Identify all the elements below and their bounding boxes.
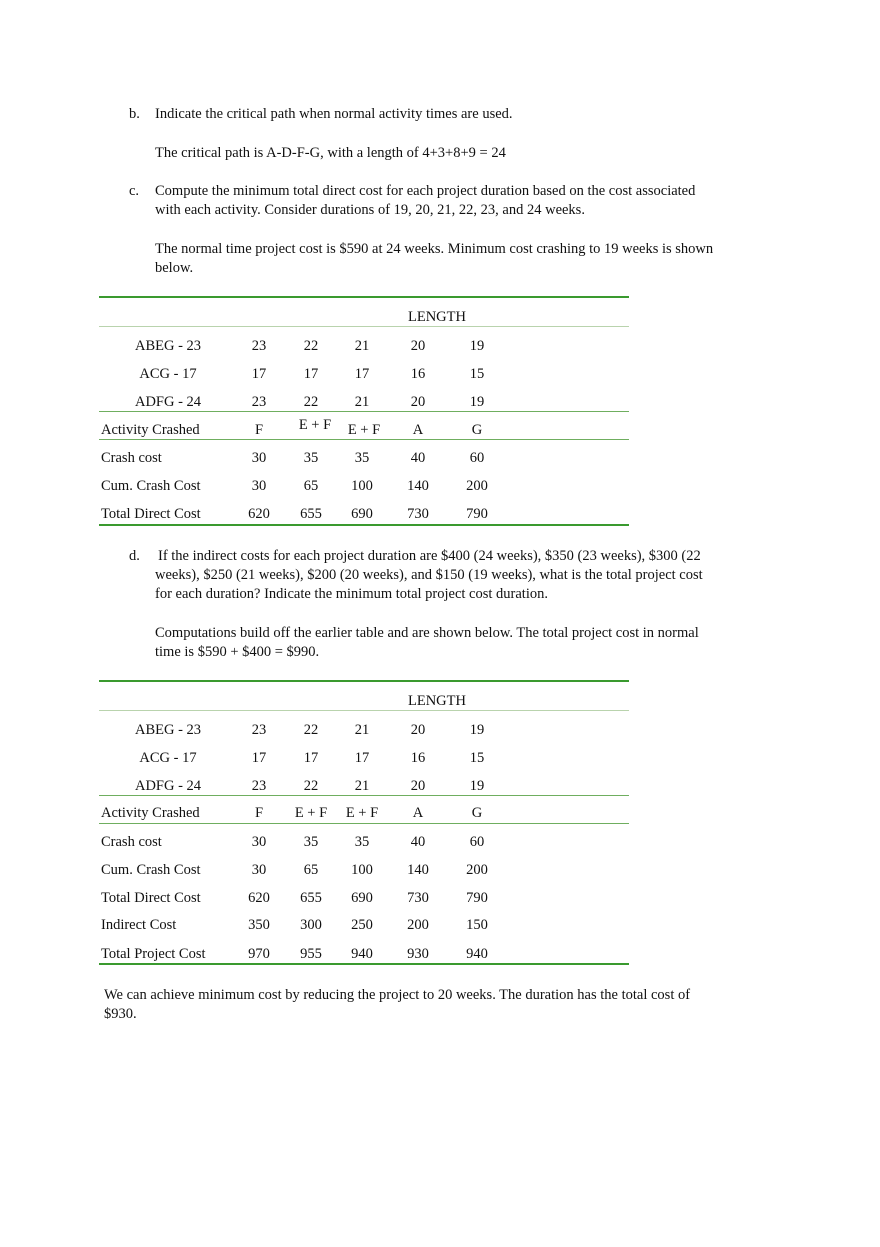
activity-rule-top [99, 795, 629, 796]
table-cell: 730 [407, 506, 429, 522]
conclusion-line2: $930. [104, 1006, 137, 1022]
table-cell: A [412, 422, 424, 438]
table-cell: 955 [300, 946, 322, 962]
part-d-marker: d. [129, 548, 140, 564]
length-header: LENGTH [408, 309, 466, 325]
table-cell: 690 [351, 890, 373, 906]
table-bottom-rule [99, 524, 629, 526]
table-cell: 19 [469, 722, 485, 738]
table-cell: 35 [303, 450, 319, 466]
part-b-marker: b. [129, 106, 140, 122]
table-cell: 22 [303, 778, 319, 794]
path-label-adfg: ADFG - 24 [134, 394, 202, 410]
path-label-abeg: ABEG - 23 [134, 338, 202, 354]
table-cell: F [254, 422, 264, 438]
table-cell: 17 [251, 750, 267, 766]
table-cell: 655 [300, 506, 322, 522]
part-c-marker: c. [129, 183, 140, 199]
table-top-rule [99, 296, 629, 298]
table-cell: 30 [251, 450, 267, 466]
part-d-question-line1: If the indirect costs for each project duration are $400 (24 weeks), $350 (23 weeks), $300 (22 [158, 548, 701, 564]
cum-crash-cost-label: Cum. Crash Cost [101, 478, 201, 494]
table-cell: 23 [251, 338, 267, 354]
table-cell: 23 [251, 394, 267, 410]
length-header: LENGTH [408, 693, 466, 709]
table-cell: 23 [251, 722, 267, 738]
table-cell: 620 [248, 890, 270, 906]
table-cell: 40 [410, 450, 426, 466]
table-cell: 16 [410, 366, 426, 382]
path-label-adfg: ADFG - 24 [134, 778, 202, 794]
table-cell: 150 [466, 917, 488, 933]
table-cell: 200 [466, 478, 488, 494]
table-cell: 940 [466, 946, 488, 962]
table-cell: 21 [354, 722, 370, 738]
table-cell: 620 [248, 506, 270, 522]
part-c-question-line2: with each activity. Consider durations of 19, 20, 21, 22, 23, and 24 weeks. [155, 202, 585, 218]
table-cell: 35 [303, 834, 319, 850]
part-b-answer: The critical path is A-D-F-G, with a length of 4+3+8+9 = 24 [155, 145, 506, 161]
table-cell: E + F [345, 805, 379, 821]
table-top-rule [99, 680, 629, 682]
table-cell: 15 [469, 366, 485, 382]
table-cell: 60 [469, 834, 485, 850]
table-cell: A [412, 805, 424, 821]
table-cell: 300 [300, 917, 322, 933]
table-cell: G [471, 805, 483, 821]
table-cell: 35 [354, 834, 370, 850]
table-cell: 730 [407, 890, 429, 906]
activity-rule-bottom [99, 439, 629, 440]
cum-crash-cost-label: Cum. Crash Cost [101, 862, 201, 878]
table-cell: 20 [410, 394, 426, 410]
table-cell: 790 [466, 506, 488, 522]
table-cell: 100 [351, 478, 373, 494]
table-cell: 17 [354, 366, 370, 382]
part-d-question-line3: for each duration? Indicate the minimum total project cost duration. [155, 586, 548, 602]
table-cell: 930 [407, 946, 429, 962]
path-label-acg: ACG - 17 [139, 750, 197, 766]
table-cell: 17 [251, 366, 267, 382]
table-cell: 22 [303, 394, 319, 410]
table-bottom-rule [99, 963, 629, 965]
table-cell: E + F [347, 422, 381, 438]
part-c-answer-line1: The normal time project cost is $590 at 24 weeks. Minimum cost crashing to 19 weeks is shown [155, 241, 714, 257]
table-cell: 40 [410, 834, 426, 850]
table-cell: 20 [410, 338, 426, 354]
table-cell: 140 [407, 862, 429, 878]
table-cell: 100 [351, 862, 373, 878]
table-cell: 35 [354, 450, 370, 466]
table-cell: 60 [469, 450, 485, 466]
table-cell: 65 [303, 478, 319, 494]
table-cell: 940 [351, 946, 373, 962]
table-cell: 17 [303, 750, 319, 766]
table-cell: 30 [251, 862, 267, 878]
table-cell: E + F [298, 417, 332, 433]
table-cell: 970 [248, 946, 270, 962]
crash-cost-table [99, 296, 629, 528]
table-cell: 350 [248, 917, 270, 933]
table-cell: 20 [410, 778, 426, 794]
table-cell: 21 [354, 338, 370, 354]
table-cell: 790 [466, 890, 488, 906]
table-cell: 16 [410, 750, 426, 766]
table-cell: 690 [351, 506, 373, 522]
conclusion-line1: We can achieve minimum cost by reducing the project to 20 weeks. The duration has the total cost of [104, 987, 691, 1003]
part-d-answer-line2: time is $590 + $400 = $990. [155, 644, 320, 660]
part-d-question-line2: weeks), $250 (21 weeks), $200 (20 weeks), and $150 (19 weeks), what is the total project cost [155, 567, 703, 583]
table-cell: 200 [466, 862, 488, 878]
path-label-abeg: ABEG - 23 [134, 722, 202, 738]
table-cell: 15 [469, 750, 485, 766]
table-cell: 65 [303, 862, 319, 878]
part-c-answer-line2: below. [155, 260, 194, 276]
header-rule [99, 326, 629, 327]
total-direct-cost-label: Total Direct Cost [101, 890, 201, 906]
activity-crashed-label: Activity Crashed [101, 422, 200, 438]
total-project-cost-table [99, 680, 629, 970]
table-cell: 140 [407, 478, 429, 494]
indirect-cost-label: Indirect Cost [101, 917, 177, 933]
table-cell: F [254, 805, 264, 821]
table-cell: 22 [303, 338, 319, 354]
table-cell: 250 [351, 917, 373, 933]
part-c-question-line1: Compute the minimum total direct cost for each project duration based on the cost associated [155, 183, 696, 199]
table-cell: G [471, 422, 483, 438]
table-cell: E + F [294, 805, 328, 821]
table-cell: 19 [469, 778, 485, 794]
table-cell: 21 [354, 778, 370, 794]
table-cell: 17 [354, 750, 370, 766]
total-project-cost-label: Total Project Cost [101, 946, 206, 962]
table-cell: 19 [469, 394, 485, 410]
total-direct-cost-label: Total Direct Cost [101, 506, 201, 522]
table-cell: 30 [251, 478, 267, 494]
table-cell: 655 [300, 890, 322, 906]
table-cell: 23 [251, 778, 267, 794]
table-cell: 200 [407, 917, 429, 933]
activity-rule-bottom [99, 823, 629, 824]
activity-crashed-label: Activity Crashed [101, 805, 200, 821]
table-cell: 21 [354, 394, 370, 410]
table-cell: 20 [410, 722, 426, 738]
table-cell: 22 [303, 722, 319, 738]
part-b-question: Indicate the critical path when normal activity times are used. [155, 106, 513, 122]
path-label-acg: ACG - 17 [139, 366, 197, 382]
table-cell: 19 [469, 338, 485, 354]
part-d-answer-line1: Computations build off the earlier table and are shown below. The total project cost in normal [155, 625, 699, 641]
crash-cost-label: Crash cost [101, 834, 162, 850]
activity-rule-top [99, 411, 629, 412]
header-rule [99, 710, 629, 711]
crash-cost-label: Crash cost [101, 450, 162, 466]
table-cell: 17 [303, 366, 319, 382]
table-cell: 30 [251, 834, 267, 850]
